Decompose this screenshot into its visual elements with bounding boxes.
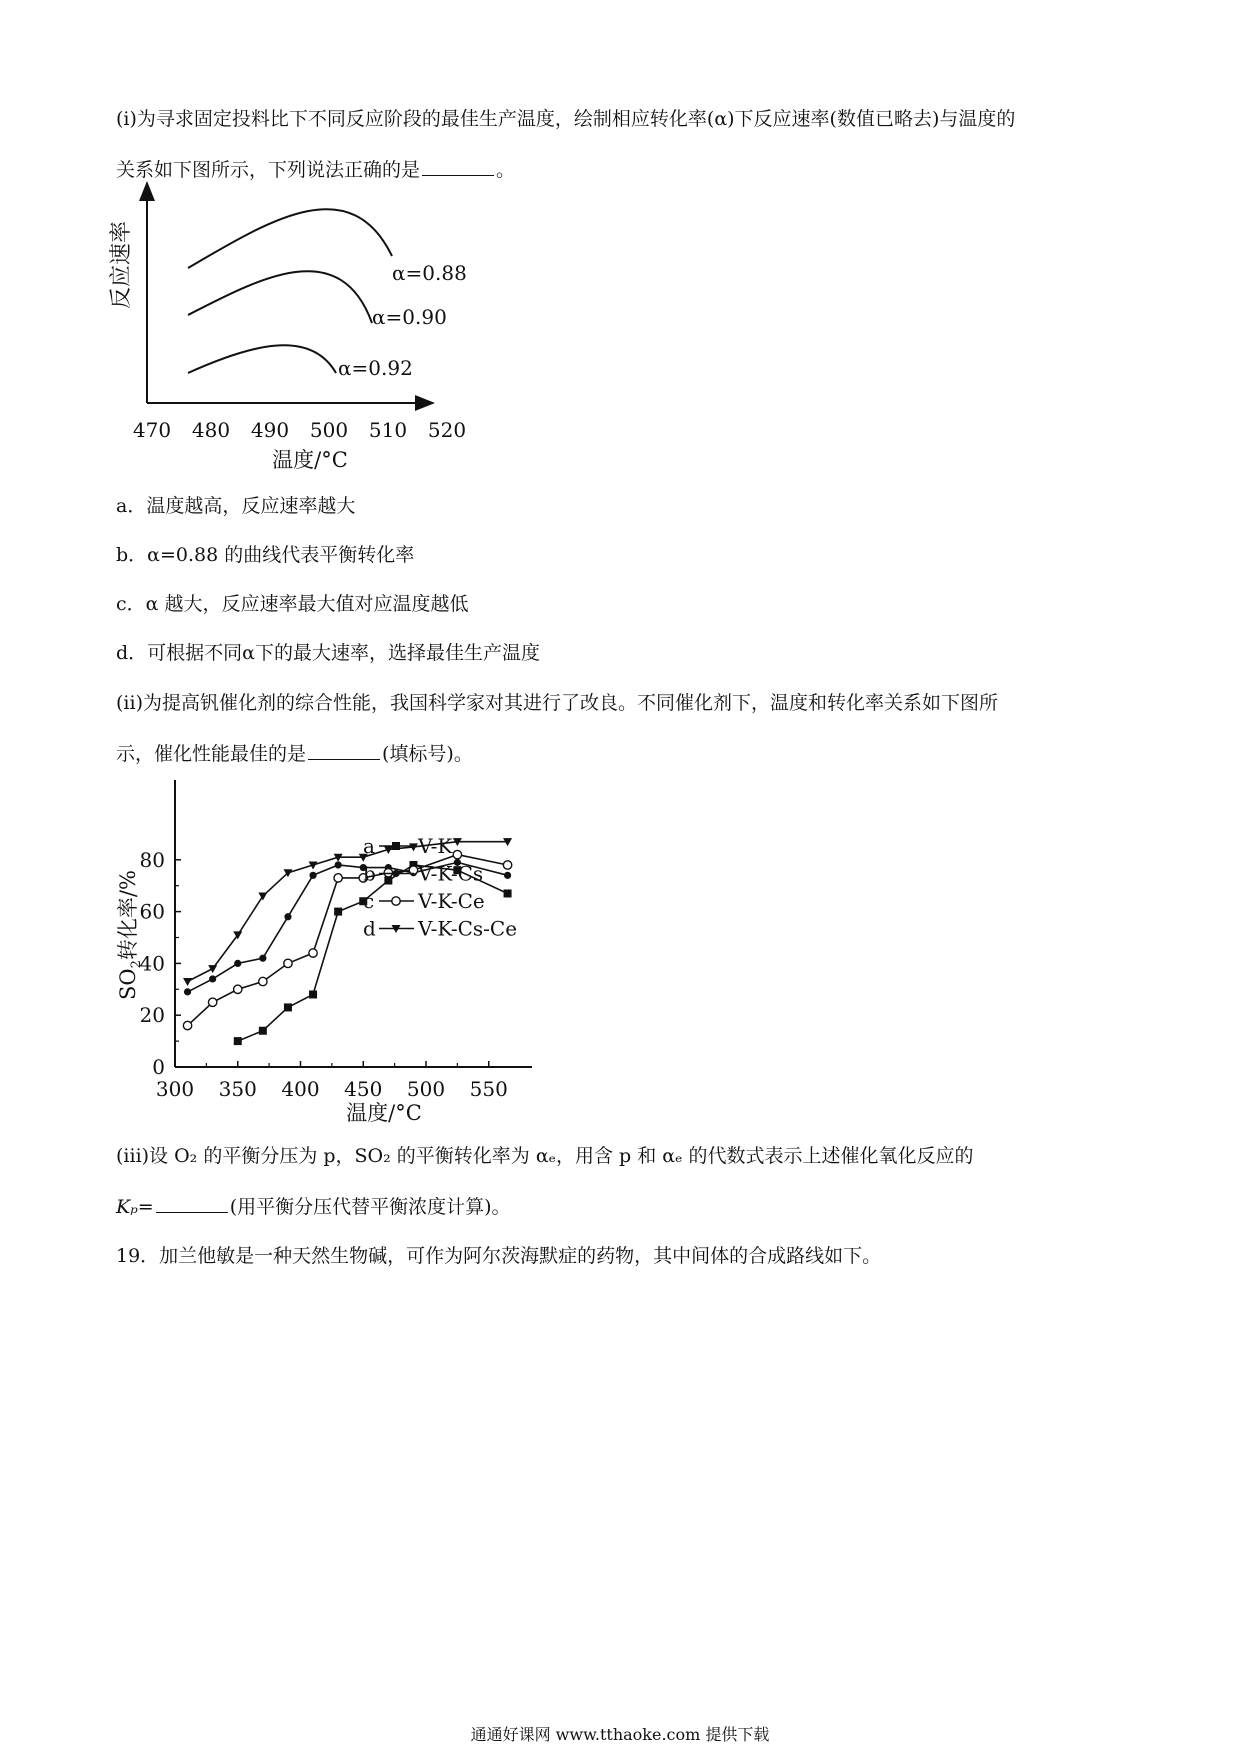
data-point-b [335, 861, 342, 868]
legend-name-b: V-K-Cs [418, 861, 484, 886]
option-a: a．温度越高，反应速率越大 [116, 495, 356, 517]
x-tick-label: 500 [406, 1077, 446, 1101]
curve-label-088: α=0.88 [392, 261, 467, 285]
q-iii-end: (用平衡分压代替平衡浓度计算)。 [229, 1196, 511, 1218]
x-tick-label: 450 [344, 1077, 383, 1101]
data-point-a [384, 877, 392, 885]
x-tick: 500 [309, 418, 349, 442]
legend-letter-c: c [363, 889, 375, 913]
x-axis-label: 温度/°C [346, 1101, 422, 1125]
kp-symbol: Kₚ= [116, 1196, 154, 1218]
y-tick-label: 0 [152, 1055, 165, 1079]
data-point-b [234, 960, 241, 967]
legend-marker-c [392, 897, 400, 905]
q-iii-line2 [116, 1194, 511, 1220]
data-point-b [259, 955, 266, 962]
y-tick-label: 80 [139, 847, 165, 872]
data-point-c [284, 959, 292, 967]
data-point-c [208, 998, 216, 1006]
legend-letter-a: a [363, 834, 375, 858]
question-19: 19．加兰他敏是一种天然生物碱，可作为阿尔茨海默症的药物，其中间体的合成路线如下。 [116, 1245, 882, 1267]
curve-label-090: α=0.90 [372, 305, 447, 329]
legend-letter-b: b [363, 861, 376, 886]
data-point-c [309, 949, 317, 957]
chart-axes [140, 780, 532, 1101]
option-c: c．α 越大，反应速率最大值对应温度越低 [116, 593, 469, 615]
data-point-a [259, 1027, 267, 1035]
q-ii-line2 [116, 741, 473, 767]
data-point-b [209, 975, 216, 982]
y-axis-label [116, 870, 144, 1000]
data-point-c [183, 1021, 191, 1029]
x-tick-label: 300 [155, 1077, 195, 1101]
curve-label-092: α=0.92 [338, 356, 413, 380]
curve-alpha-092 [188, 345, 336, 373]
data-point-c [334, 874, 342, 882]
curve-alpha-088 [188, 209, 392, 268]
legend-letter-d: d [363, 916, 376, 941]
legend-marker-a [392, 842, 400, 850]
data-point-c [234, 985, 242, 993]
so2-conversion-chart [100, 770, 600, 1140]
data-point-d [208, 965, 217, 973]
option-d: d．可根据不同α下的最大速率，选择最佳生产温度 [116, 642, 540, 664]
data-point-a [334, 908, 342, 916]
data-point-b [504, 872, 511, 879]
data-point-a [234, 1037, 242, 1045]
x-tick: 480 [191, 418, 231, 442]
legend-marker-b [392, 870, 399, 877]
x-tick: 490 [250, 418, 290, 442]
x-tick-label: 550 [469, 1077, 508, 1101]
data-point-c [453, 850, 461, 858]
y-tick-label: 60 [139, 899, 165, 924]
data-point-a [504, 889, 512, 897]
q-ii-line1: (ii)为提高钒催化剂的综合性能，我国科学家对其进行了改良。不同催化剂下，温度和转化率关系如下图所 [116, 692, 998, 714]
option-b: b．α=0.88 的曲线代表平衡转化率 [116, 544, 415, 566]
x-tick: 510 [368, 418, 408, 442]
legend-name-d: V-K-Cs-Ce [418, 916, 518, 941]
q-i-text: 关系如下图所示，下列说法正确的是 [116, 159, 421, 181]
data-point-b [284, 913, 291, 920]
data-point-b [184, 988, 191, 995]
page-footer: 通通好课网 www.tthaoke.com 提供下载 [470, 1725, 770, 1744]
data-point-d [183, 978, 192, 986]
data-point-c [503, 861, 511, 869]
y-tick-label: 40 [139, 951, 165, 976]
answer-blank-i[interactable] [422, 157, 494, 176]
q-iii-line1: (iii)设 O₂ 的平衡分压为 p，SO₂ 的平衡转化率为 αₑ，用含 p 和 αₑ 的代数式表示上述催化氧化反应的 [116, 1145, 974, 1167]
x-axis-label: 温度/°C [272, 448, 348, 472]
rate-temperature-chart [100, 180, 520, 480]
data-point-a [309, 990, 317, 998]
legend-name-c: V-K-Ce [418, 889, 485, 913]
answer-blank-ii[interactable] [308, 741, 380, 760]
data-point-b [309, 872, 316, 879]
x-tick: 470 [132, 418, 172, 442]
q-i-line1: (i)为寻求固定投料比下不同反应阶段的最佳生产温度，绘制相应转化率(α)下反应速率(数值已略去)与温度的 [116, 108, 1016, 130]
data-point-a [284, 1003, 292, 1011]
legend-name-a: V-K [418, 834, 453, 858]
x-tick: 520 [427, 418, 467, 442]
q-ii-end: (填标号)。 [382, 743, 473, 765]
x-tick-label: 400 [281, 1077, 320, 1101]
data-point-d [258, 893, 267, 901]
q-i-end: 。 [496, 159, 516, 181]
y-tick-label: 20 [139, 1003, 165, 1028]
data-point-c [259, 977, 267, 985]
x-tick-label: 350 [218, 1077, 257, 1101]
svg-text:SO2转化率/%: $SO_2$转化率/% [116, 870, 144, 1000]
answer-blank-iii[interactable] [156, 1194, 228, 1213]
curve-alpha-090 [188, 271, 372, 323]
y-axis-label: 反应速率 [109, 220, 134, 310]
q-ii-text: 示，催化性能最佳的是 [116, 743, 307, 765]
